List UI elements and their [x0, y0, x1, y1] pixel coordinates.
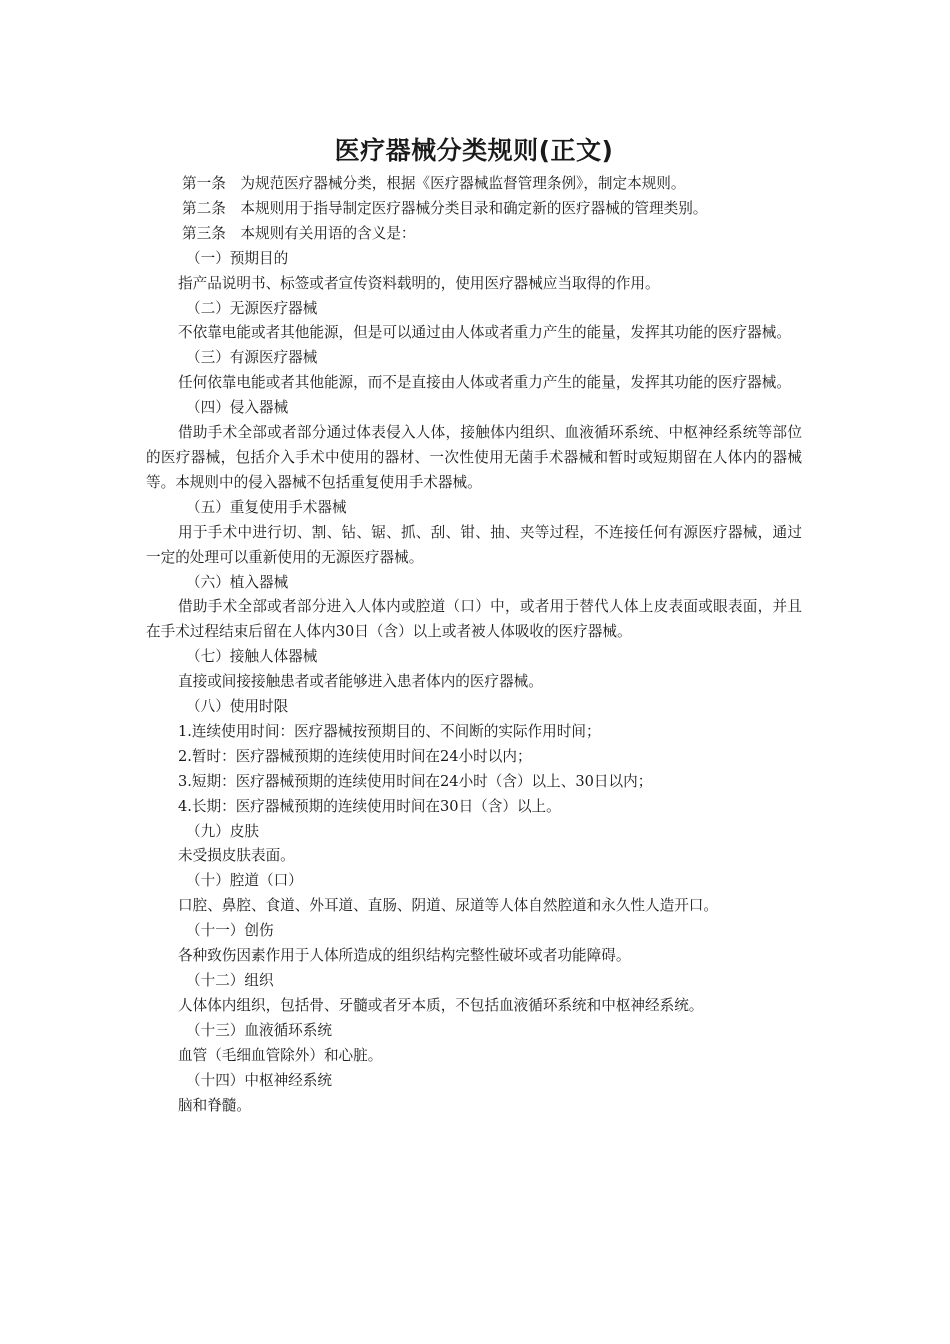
article-line: 第三条 本规则有关用语的含义是：	[182, 224, 416, 242]
section-heading: （五）重复使用手术器械	[186, 498, 347, 516]
body-line: 未受损皮肤表面。	[178, 847, 295, 865]
section-heading: （十二）组织	[186, 972, 274, 989]
body-paragraph: 不依靠电能或者其他能源，但是可以通过由人体或者重力产生的能量，发挥其功能的医疗器械。	[178, 324, 791, 342]
section-heading: （十一）创伤	[186, 922, 274, 940]
document-body	[146, 172, 802, 1118]
body-line: 指产品说明书、标签或者宣传资料载明的，使用医疗器械应当取得的作用。	[178, 274, 660, 292]
section-heading: （三）有源医疗器械	[186, 349, 318, 367]
body-line: 直接或间接接触患者或者能够进入患者体内的医疗器械。	[178, 673, 543, 691]
section-heading: （十四）中枢神经系统	[186, 1071, 332, 1089]
body-line: 人体体内组织，包括骨、牙髓或者牙本质，不包括血液循环系统和中枢神经系统。	[178, 996, 704, 1014]
body-paragraph: 任何依靠电能或者其他能源，而不是直接由人体或者重力产生的能量，发挥其功能的医疗器械。	[178, 374, 791, 392]
document-title: 医疗器械分类规则(正文)	[334, 136, 614, 165]
body-line: 4.长期：医疗器械预期的连续使用时间在30日（含）以上。	[178, 797, 561, 815]
section-heading: （七）接触人体器械	[186, 648, 318, 666]
body-line: 2.暂时：医疗器械预期的连续使用时间在24小时以内；	[178, 747, 532, 765]
document-page	[146, 130, 802, 1118]
section-heading: （八）使用时限	[186, 698, 289, 716]
body-line: 3.短期：医疗器械预期的连续使用时间在24小时（含）以上、30日以内；	[178, 772, 653, 790]
section-heading: （二）无源医疗器械	[186, 299, 318, 317]
section-heading: （十三）血液循环系统	[186, 1021, 332, 1039]
body-line: 脑和脊髓。	[178, 1096, 251, 1114]
body-paragraph: 借助手术全部或者部分进入人体内或腔道（口）中，或者用于替代人体上皮表面或眼表面，并且在手术过程结束后留在人体内30日（含）以上或者被人体吸收的医疗器械。	[146, 598, 802, 641]
section-heading: （四）侵入器械	[186, 399, 289, 417]
body-paragraph: 借助手术全部或者部分通过体表侵入人体，接触体内组织、血液循环系统、中枢神经系统等部位的医疗器械，包括介入手术中使用的器材、一次性使用无菌手术器械和暂时或短期留在人体内的器械等。本规则中的侵入器械不包括重复使用手术器械。	[146, 424, 802, 491]
section-heading: （九）皮肤	[186, 822, 259, 840]
section-heading: （六）植入器械	[186, 573, 289, 591]
section-heading: （十）腔道（口）	[186, 872, 303, 890]
article-line: 第一条 为规范医疗器械分类，根据《医疗器械监督管理条例》，制定本规则。	[182, 175, 686, 192]
body-line: 各种致伤因素作用于人体所造成的组织结构完整性破坏或者功能障碍。	[178, 947, 631, 965]
body-paragraph: 用于手术中进行切、割、钻、锯、抓、刮、钳、抽、夹等过程，不连接任何有源医疗器械，通过一定的处理可以重新使用的无源医疗器械。	[146, 523, 802, 566]
body-line: 血管（毛细血管除外）和心脏。	[178, 1046, 383, 1064]
body-line: 1.连续使用时间：医疗器械按预期目的、不间断的实际作用时间；	[178, 722, 601, 740]
section-heading: （一）预期目的	[186, 249, 289, 267]
body-line: 口腔、鼻腔、食道、外耳道、直肠、阴道、尿道等人体自然腔道和永久性人造开口。	[178, 897, 718, 915]
article-line: 第二条 本规则用于指导制定医疗器械分类目录和确定新的医疗器械的管理类别。	[182, 199, 708, 217]
